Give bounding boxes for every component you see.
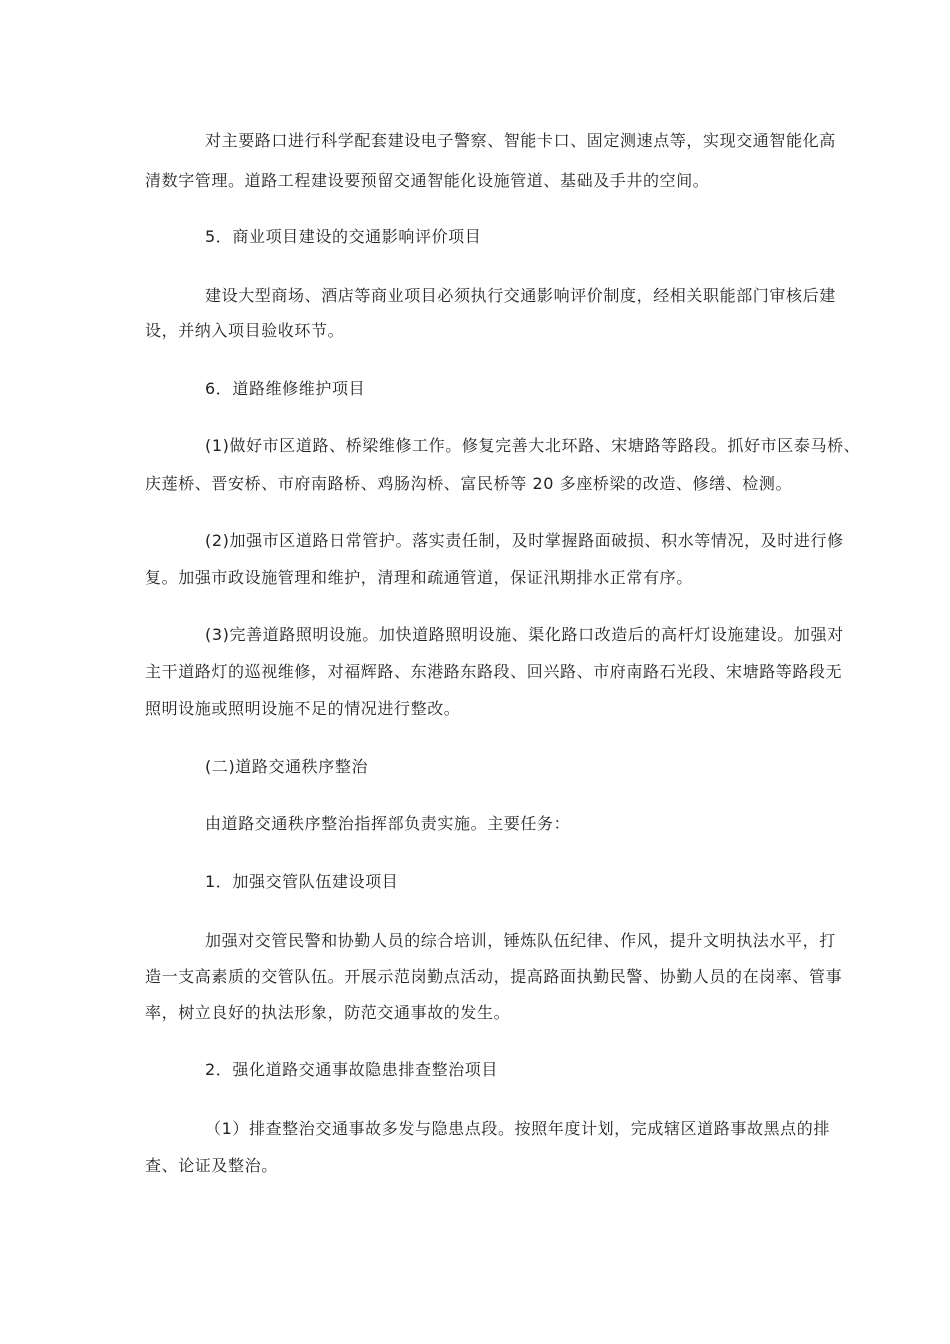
section-heading: 1．加强交管队伍建设项目 (205, 872, 399, 891)
section-heading: 6．道路维修维护项目 (205, 379, 366, 398)
paragraph-line: 复。加强市政设施管理和维护，清理和疏通管道，保证汛期排水正常有序。 (145, 568, 693, 587)
paragraph-line: 由道路交通秩序整治指挥部负责实施。主要任务： (205, 814, 571, 833)
paragraph-line: 加强对交管民警和协勤人员的综合培训，锤炼队伍纪律、作风，提升文明执法水平，打 (205, 931, 836, 950)
paragraph-line: 设，并纳入项目验收环节。 (145, 321, 345, 340)
section-heading: (二)道路交通秩序整治 (205, 757, 369, 776)
section-heading: 5．商业项目建设的交通影响评价项目 (205, 227, 482, 246)
paragraph-line: 庆莲桥、晋安桥、市府南路桥、鸡肠沟桥、富民桥等 20 多座桥梁的改造、修缮、检测。 (145, 474, 793, 493)
paragraph-line: (1)做好市区道路、桥梁维修工作。修复完善大北环路、宋塘路等路段。抓好市区泰马桥、 (205, 436, 861, 455)
paragraph-line: 率，树立良好的执法形象，防范交通事故的发生。 (145, 1003, 511, 1022)
paragraph-line: (2)加强市区道路日常管护。落实责任制，及时掌握路面破损、积水等情况，及时进行修 (205, 531, 844, 550)
paragraph-line: (3)完善道路照明设施。加快道路照明设施、渠化路口改造后的高杆灯设施建设。加强对 (205, 625, 844, 644)
paragraph-line: 造一支高素质的交管队伍。开展示范岗勤点活动，提高路面执勤民警、协勤人员的在岗率、管事 (145, 967, 843, 986)
paragraph-line: 主干道路灯的巡视维修，对福辉路、东港路东路段、回兴路、市府南路石光段、宋塘路等路段无 (145, 662, 843, 681)
paragraph-line: 清数字管理。道路工程建设要预留交通智能化设施管道、基础及手井的空间。 (145, 171, 710, 190)
paragraph-line: 对主要路口进行科学配套建设电子警察、智能卡口、固定测速点等，实现交通智能化高 (205, 131, 836, 150)
paragraph-line: （1）排查整治交通事故多发与隐患点段。按照年度计划，完成辖区道路事故黑点的排 (205, 1119, 830, 1138)
paragraph-line: 建设大型商场、酒店等商业项目必须执行交通影响评价制度，经相关职能部门审核后建 (205, 286, 836, 305)
paragraph-line: 照明设施或照明设施不足的情况进行整改。 (145, 699, 461, 718)
paragraph-line: 查、论证及整治。 (145, 1156, 278, 1175)
section-heading: 2．强化道路交通事故隐患排查整治项目 (205, 1060, 498, 1079)
